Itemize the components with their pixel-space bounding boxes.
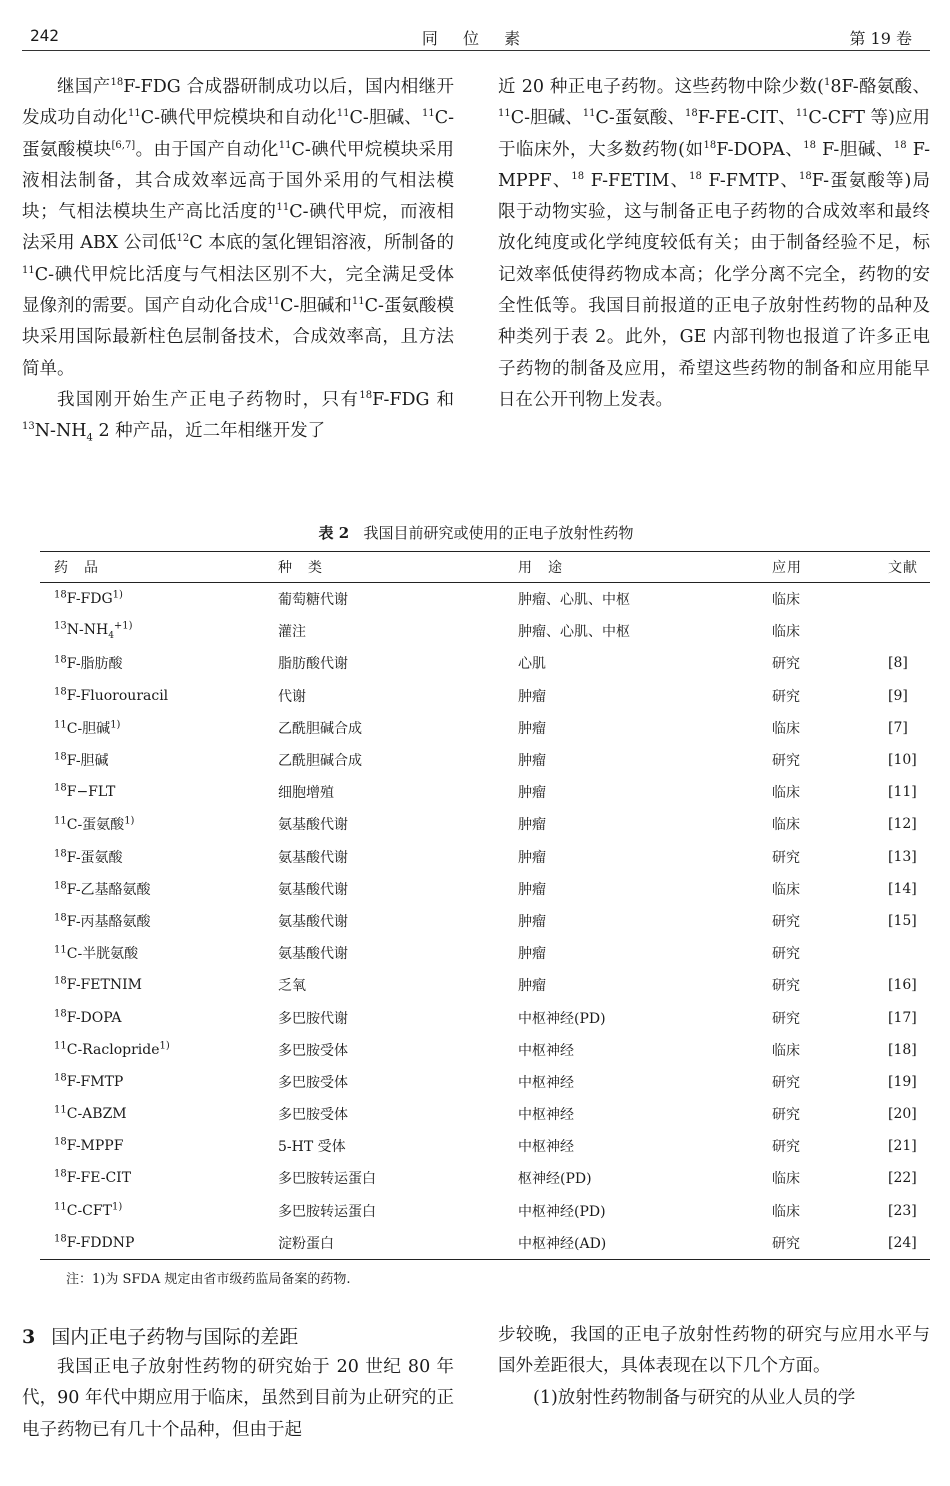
- application-cell: 研究: [772, 1107, 800, 1124]
- use-cell: 枢神经(PD): [518, 1171, 592, 1188]
- application-cell: 研究: [772, 913, 800, 930]
- table-number: 表 2: [318, 524, 350, 542]
- table-row: [40, 905, 930, 937]
- table-row: [40, 937, 930, 969]
- isotope-mass: 18: [54, 912, 67, 924]
- application-cell: 临床: [772, 592, 800, 609]
- drug-cell: $^{18}$F-FETNIM: [54, 975, 142, 994]
- reference-cell: [23]: [888, 1202, 917, 1219]
- drug-cell: $^{18}$F-丙基酪氨酸: [54, 912, 151, 930]
- isotope-mass: 11: [54, 815, 67, 827]
- subscript: 4: [108, 630, 114, 641]
- journal-name: 同 位 素: [421, 29, 531, 48]
- isotope-mass: 18: [54, 1007, 67, 1019]
- use-cell: 中枢神经: [518, 1139, 574, 1156]
- table-row: [40, 808, 930, 840]
- volume-label: 第 19 卷: [849, 29, 912, 48]
- type-cell: 5-HT 受体: [278, 1139, 346, 1156]
- reference-cell: [18]: [888, 1041, 917, 1058]
- superscript: [6,7]: [111, 139, 136, 151]
- use-cell: 肿瘤、心肌、中枢: [518, 592, 630, 609]
- table-title: 我国目前研究或使用的正电子放射性药物: [363, 524, 634, 542]
- use-cell: 肿瘤: [518, 817, 546, 834]
- isotope-mass: 18: [54, 975, 67, 987]
- footnote-marker: 1): [159, 1040, 170, 1052]
- use-cell: 肿瘤: [518, 913, 546, 930]
- section-right-column: [498, 1320, 930, 1414]
- isotope-mass: 18: [54, 654, 67, 666]
- type-cell: 乙酰胆碱合成: [278, 720, 362, 737]
- footnote-marker: 1): [110, 719, 121, 731]
- section-left-column: [22, 1352, 454, 1446]
- drug-cell: $^{11}$C-ABZM: [54, 1104, 127, 1123]
- application-cell: 临床: [772, 720, 800, 737]
- reference-cell: [21]: [888, 1138, 917, 1155]
- type-cell: 乙酰胆碱合成: [278, 753, 362, 770]
- running-header: [22, 22, 930, 51]
- drug-cell: $^{13}N-NH_4^{+1)}$: [54, 620, 133, 641]
- type-cell: 氨基酸代谢: [278, 946, 348, 963]
- header-application: 应用: [772, 560, 802, 576]
- footnote-marker: 1): [111, 1201, 123, 1212]
- reference-cell: [11]: [888, 784, 917, 801]
- reference-cell: [15]: [888, 912, 917, 929]
- header-type: 种 类: [278, 560, 323, 576]
- page-number: 242: [30, 26, 59, 45]
- superscript: 18: [684, 108, 698, 120]
- use-cell: 肿瘤: [518, 753, 546, 770]
- table-row: [40, 1130, 930, 1162]
- table-row: [40, 680, 930, 712]
- isotope-mass: 11: [54, 1040, 67, 1052]
- superscript: 11: [795, 108, 809, 120]
- superscript: 11: [498, 108, 511, 120]
- superscript: 11: [582, 108, 596, 120]
- type-cell: 多巴胺受体: [278, 1042, 348, 1059]
- section-number: 3: [22, 1326, 36, 1348]
- reference-cell: [17]: [888, 1009, 917, 1026]
- type-cell: 多巴胺受体: [278, 1107, 348, 1124]
- drug-table: [40, 551, 930, 1260]
- drug-cell: $^{11}$C-CFT$^{1)}$: [54, 1201, 123, 1219]
- type-cell: 多巴胺受体: [278, 1074, 348, 1091]
- paragraph: 近 20 种正电子药物。这些药物中除少数($^1$8F-酪氨酸、$^{11}$C-胆碱、$^{11}$C-蛋氨酸、$^{18}$F-FE-CIT、$^{11}$C-CFT 等)应用于临床外，大多数药物(如$^{18}$F-DOPA、$^{18}$ F-胆碱、$^{18}$ F-MPPF、$^{18}$ F-FETIM、$^{18}$ F-FMTP、$^{18}$F-蛋氨酸等)局限于动物实验，这与制备正电子药物的合成效率和最终放化纯度或化学纯度较低有关；由于制备经验不足，标记效率低使得药物成本高；化学分离不完全，药物的安全性低等。我国目前报道的正电子放射性药物的品种及种类列于表 2。此外，GE 内部刊物也报道了许多正电子药物的制备及应用，希望这些药物的制备和应用能早日在公开刊物上发表。: [498, 77, 930, 410]
- reference-cell: [9]: [888, 687, 908, 704]
- drug-cell: $^{11}$C-蛋氨酸$^{1)}$: [54, 815, 135, 834]
- type-cell: 代谢: [278, 688, 306, 705]
- table-row: [40, 1162, 930, 1194]
- reference-cell: [24]: [888, 1234, 917, 1251]
- use-cell: 中枢神经: [518, 1042, 574, 1059]
- superscript: 18: [799, 171, 812, 183]
- table-row: [40, 583, 930, 616]
- footnote-marker: 1): [112, 589, 123, 601]
- superscript: 11: [278, 139, 292, 151]
- application-cell: 研究: [772, 946, 800, 963]
- table-row: [40, 712, 930, 744]
- type-cell: 淀粉蛋白: [278, 1235, 334, 1252]
- reference-cell: [8]: [888, 655, 908, 672]
- reference-cell: [858, 583, 930, 616]
- drug-cell: $^{18}$F-DOPA: [54, 1007, 122, 1026]
- left-column: [22, 72, 454, 454]
- use-cell: 中枢神经(AD): [518, 1235, 607, 1252]
- use-cell: 肿瘤: [518, 946, 546, 963]
- table-row: [40, 873, 930, 905]
- reference-cell: [858, 615, 930, 647]
- header-reference: 文献: [888, 560, 918, 576]
- application-cell: 研究: [772, 753, 800, 770]
- drug-cell: $^{18}$F-FMTP: [54, 1072, 124, 1090]
- type-cell: 细胞增殖: [278, 785, 334, 802]
- section-heading: [22, 1322, 298, 1349]
- application-cell: 研究: [772, 849, 800, 866]
- reference-cell: [16]: [888, 977, 917, 994]
- application-cell: 临床: [772, 1203, 800, 1220]
- reference-cell: [19]: [888, 1073, 917, 1090]
- paragraph: (1)放射性药物制备与研究的从业人员的学: [533, 1387, 856, 1408]
- page: [22, 0, 930, 1486]
- type-cell: 脂肪酸代谢: [278, 656, 348, 673]
- reference-cell: [20]: [888, 1106, 917, 1123]
- superscript: 11: [276, 202, 290, 214]
- isotope-mass: 18: [54, 751, 67, 763]
- isotope-mass: 18: [54, 1072, 67, 1084]
- header-drug: 药 品: [54, 560, 99, 576]
- table-row: [40, 1034, 930, 1066]
- application-cell: 研究: [772, 656, 800, 673]
- table-row: [40, 1227, 930, 1260]
- use-cell: 肿瘤: [518, 849, 546, 866]
- section-title: 国内正电子药物与国际的差距: [51, 1326, 299, 1348]
- paragraph: 继国产$^{18}$F-FDG 合成器研制成功以后，国内相继开发成功自动化$^{11}$C-碘代甲烷模块和自动化$^{11}$C-胆碱、$^{11}$C-蛋氨酸模块[6,7]。由于国产自动化$^{11}$C-碘代甲烷模块采用液相法制备，其合成效率远高于国外采用的气相法模块；气相法模块生产高比活度的$^{11}$C-碘代甲烷，而液相法采用 ABX 公司低$^{12}$C 本底的氢化锂铝溶液，所制备的$^{11}$C-碘代甲烷比活度与气相法区别不大，完全满足受体显像剂的需要。国产自动化合成$^{11}$C-胆碱和$^{11}$C-蛋氨酸模块采用国际最新柱色层制备技术，合成效率高，且方法简单。: [22, 77, 455, 379]
- drug-cell: $^{18}$F-蛋氨酸: [54, 847, 123, 866]
- isotope-mass: 13: [54, 620, 67, 632]
- isotope-mass: 11: [54, 1201, 67, 1212]
- use-cell: 心肌: [518, 656, 546, 673]
- type-cell: 多巴胺转运蛋白: [278, 1171, 376, 1188]
- superscript: 13: [22, 421, 35, 433]
- isotope-mass: 18: [54, 1168, 67, 1180]
- isotope-mass: 18: [54, 589, 67, 601]
- application-cell: 研究: [772, 1235, 800, 1252]
- use-cell: 肿瘤: [518, 720, 546, 737]
- drug-cell: $^{18}$F-MPPF: [54, 1136, 124, 1155]
- table-row: [40, 1195, 930, 1227]
- footnote-marker: 1): [124, 815, 135, 827]
- reference-cell: [13]: [888, 848, 917, 865]
- drug-cell: $^{18}$F-脂肪酸: [54, 654, 123, 673]
- use-cell: 肿瘤: [518, 978, 546, 995]
- use-cell: 肿瘤、心肌、中枢: [518, 624, 630, 641]
- superscript: 11: [336, 108, 350, 120]
- drug-cell: $^{18}$F-胆碱: [54, 751, 109, 770]
- drug-cell: $^{11}$C-Raclopride$^{1)}$: [54, 1040, 170, 1058]
- type-cell: 灌注: [278, 624, 306, 641]
- right-column: [498, 72, 930, 416]
- application-cell: 临床: [772, 817, 800, 834]
- application-cell: 临床: [772, 1171, 800, 1188]
- superscript: 18: [689, 171, 702, 183]
- superscript: 18: [803, 139, 816, 151]
- type-cell: 多巴胺转运蛋白: [278, 1203, 376, 1220]
- superscript: 18: [571, 171, 585, 183]
- application-cell: 研究: [772, 978, 800, 995]
- paragraph: 步较晚，我国的正电子放射性药物的研究与应用水平与国外差距很大，具体表现在以下几个方面。: [498, 1325, 930, 1377]
- application-cell: 研究: [772, 1074, 800, 1091]
- drug-cell: $^{18}$F-Fluorouracil: [54, 686, 169, 704]
- footnote-marker: +1): [113, 620, 133, 632]
- table-row: [40, 744, 930, 776]
- application-cell: 研究: [772, 688, 800, 705]
- drug-cell: $^{18}$F-FDG$^{1)}$: [54, 589, 123, 608]
- use-cell: 中枢神经: [518, 1074, 574, 1091]
- isotope-mass: 11: [54, 719, 67, 731]
- superscript: 18: [703, 139, 717, 151]
- table-body: [40, 583, 930, 1260]
- type-cell: 葡萄糖代谢: [278, 592, 348, 609]
- reference-cell: [7]: [888, 719, 908, 736]
- paragraph: 我国刚开始生产正电子药物时，只有$^{18}$F-FDG 和$^{13}N-NH_4$ 2 种产品，近二年相继开发了: [22, 389, 454, 444]
- reference-cell: [12]: [888, 816, 917, 833]
- drug-cell: $^{18}$F-FDDNP: [54, 1233, 135, 1251]
- isotope-mass: 18: [54, 847, 67, 859]
- superscript: 11: [267, 296, 280, 308]
- isotope-mass: 11: [54, 944, 67, 956]
- reference-cell: [10]: [888, 752, 917, 769]
- subscript: 4: [86, 432, 93, 444]
- table-header-row: [40, 552, 930, 583]
- table-row: [40, 1066, 930, 1098]
- superscript: 18: [110, 77, 124, 89]
- drug-cell: $^{11}$C-胆碱$^{1)}$: [54, 719, 121, 737]
- type-cell: 氨基酸代谢: [278, 817, 348, 834]
- table-row: [40, 1001, 930, 1033]
- isotope-mass: 11: [54, 1104, 67, 1116]
- use-cell: 中枢神经(PD): [518, 1010, 606, 1027]
- type-cell: 乏氧: [278, 978, 306, 995]
- type-cell: 氨基酸代谢: [278, 849, 348, 866]
- table-row: [40, 969, 930, 1001]
- use-cell: 中枢神经: [518, 1107, 574, 1124]
- reference-cell: [14]: [888, 880, 917, 897]
- superscript: 12: [176, 233, 190, 245]
- application-cell: 临床: [772, 881, 800, 898]
- isotope-mass: 18: [54, 1136, 67, 1148]
- drug-cell: $^{11}$C-半胱氨酸: [54, 944, 139, 963]
- isotope-mass: 18: [54, 686, 67, 697]
- drug-cell: $^{18}$F-FE-CIT: [54, 1168, 132, 1187]
- table-caption: [22, 522, 930, 543]
- table-row: [40, 1098, 930, 1130]
- table-row: [40, 647, 930, 679]
- paragraph: 我国正电子放射性药物的研究始于 20 世纪 80 年代，90 年代中期应用于临床，虽然到目前为止研究的正电子药物已有几十个品种，但由于起: [22, 1357, 454, 1440]
- superscript: 18: [359, 390, 373, 402]
- application-cell: 临床: [772, 624, 800, 641]
- drug-cell: $^{18}$F-乙基酪氨酸: [54, 880, 151, 898]
- isotope-mass: 18: [54, 880, 67, 892]
- application-cell: 研究: [772, 1010, 800, 1027]
- use-cell: 中枢神经(PD): [518, 1203, 606, 1220]
- superscript: 18: [893, 139, 907, 151]
- drug-cell: $^{18}$F−FLT: [54, 782, 116, 801]
- superscript: 11: [22, 264, 35, 276]
- superscript: 11: [351, 296, 365, 308]
- use-cell: 肿瘤: [518, 881, 546, 898]
- superscript: 11: [421, 108, 435, 120]
- superscript: 1: [823, 77, 831, 89]
- isotope-mass: 18: [54, 1233, 67, 1245]
- reference-cell: [858, 937, 930, 969]
- use-cell: 肿瘤: [518, 688, 546, 705]
- reference-cell: [22]: [888, 1170, 917, 1187]
- type-cell: 氨基酸代谢: [278, 913, 348, 930]
- table-row: [40, 776, 930, 808]
- type-cell: 氨基酸代谢: [278, 881, 348, 898]
- superscript: 11: [127, 108, 141, 120]
- application-cell: 研究: [772, 1139, 800, 1156]
- table-row: [40, 615, 930, 647]
- table-note: 注：1)为 SFDA 规定由省市级药监局备案的药物.: [66, 1272, 351, 1287]
- type-cell: 多巴胺代谢: [278, 1010, 348, 1027]
- use-cell: 肿瘤: [518, 785, 546, 802]
- header-use: 用 途: [518, 560, 563, 576]
- isotope-mass: 18: [54, 782, 67, 794]
- table-row: [40, 841, 930, 873]
- application-cell: 临床: [772, 1042, 800, 1059]
- application-cell: 临床: [772, 785, 800, 802]
